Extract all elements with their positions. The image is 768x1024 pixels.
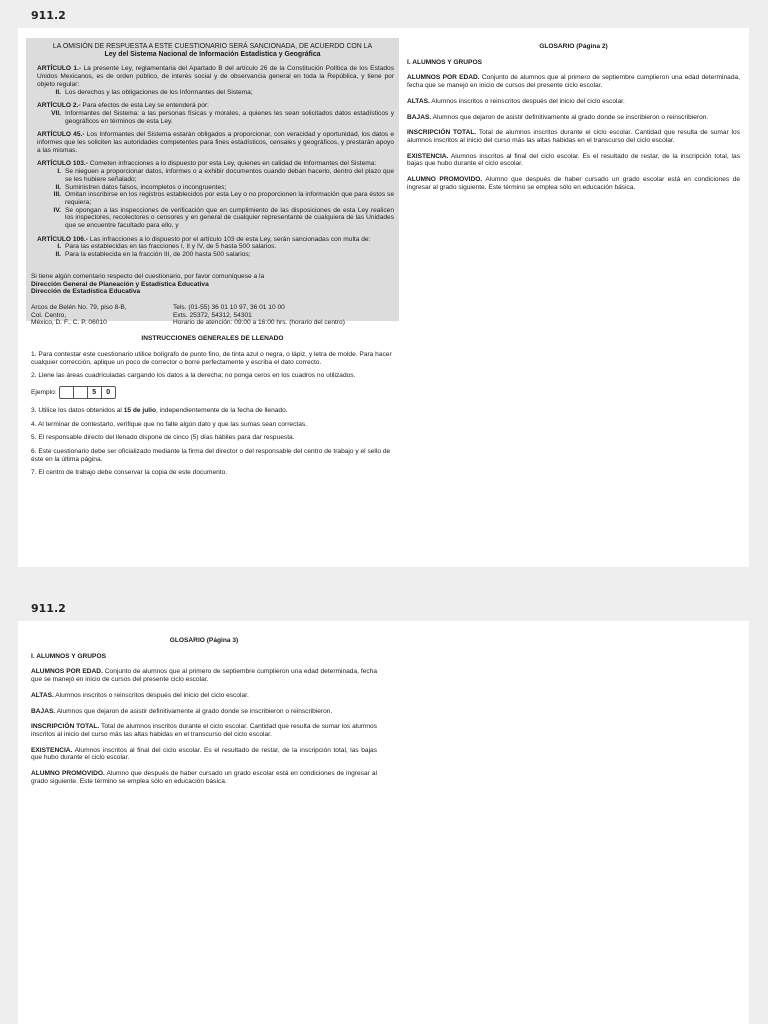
glossary-term: BAJAS. <box>31 707 56 715</box>
item-text: Para la establecida en la fracción III, de 200 hasta 500 salarios; <box>65 251 251 259</box>
article-title: ARTÍCULO 2.- <box>37 102 81 110</box>
item-number: I. <box>57 243 61 251</box>
glossary-entry <box>31 668 377 683</box>
contact-intro: Si tiene algún comentario respecto del cuestionario, por favor comuníquese a la <box>31 272 265 280</box>
glossary-entry <box>407 129 740 144</box>
item-text: Informantes del Sistema: a las personas físicas y morales, a quienes les sean solicitados datos estadísticos y geográficos en términos de esta Ley. <box>65 109 394 125</box>
glossary-entry <box>407 153 740 168</box>
glossary-entry <box>31 770 377 785</box>
instructions-list <box>31 351 394 477</box>
glossary-term: INSCRIPCIÓN TOTAL. <box>31 723 100 731</box>
glossary-page-2 <box>407 43 740 199</box>
glossary-section: I. ALUMNOS Y GRUPOS <box>407 58 482 66</box>
article-item <box>31 207 394 230</box>
articles-list <box>31 65 394 258</box>
glossary-definition: Total de alumnos inscritos durante el ciclo escolar. Cantidad que resulta de sumar los alumnos inscritos al inicio del curso más las altas habidas en el transcurso del ciclo escolar. <box>407 129 740 144</box>
article-item <box>31 251 394 259</box>
article-item <box>31 243 394 251</box>
glossary-entry <box>407 74 740 89</box>
glossary-definition: Alumnos inscritos al final del ciclo escolar. Es el resultado de restar, de la inscripción total, las bajas que hubo durante el ciclo escolar. <box>407 152 740 168</box>
item-number: IV. <box>53 206 61 214</box>
instruction-item: 6. Este cuestionario debe ser oficializado mediante la firma del director o del responsable del centro de trabajo y el sello de éste en la última página. <box>31 448 391 463</box>
instruction-item: 2. Llene las áreas cuadriculadas cargando los datos a la derecha; no ponga ceros en los cuadros no utilizados. <box>31 372 356 380</box>
glossary-term: ALUMNO PROMOVIDO. <box>407 176 483 184</box>
phone-line: Exts. 25372, 54312, 54301 <box>173 311 252 319</box>
glossary-entry <box>31 723 377 738</box>
item-text: Se nieguen a proporcionar datos, informes o a exhibir documentos cuando deban hacerlo, dentro del plazo que se les hubiere señalado; <box>65 168 394 183</box>
notice-line-2: Ley del Sistema Nacional de Información Estadística y Geográfica <box>104 50 321 58</box>
address-line: México, D. F., C. P. 06010 <box>31 319 107 327</box>
glossary-term: ALUMNOS POR EDAD. <box>407 74 480 82</box>
digit-box <box>60 387 74 398</box>
glossary-entry <box>31 708 377 716</box>
digit-box: 5 <box>88 387 102 398</box>
article-item <box>31 89 394 97</box>
article-block <box>31 160 394 229</box>
article-text: Para efectos de esta Ley se entenderá por: <box>80 102 209 110</box>
glossary-entry <box>407 98 740 106</box>
instructions-title: INSTRUCCIONES GENERALES DE LLENADO <box>141 335 284 343</box>
item-number: II. <box>55 183 61 191</box>
instruction-item: 7. El centro de trabajo debe conservar la copia de este documento. <box>31 469 228 477</box>
glossary-section: I. ALUMNOS Y GRUPOS <box>31 652 106 660</box>
glossary-title: GLOSARIO (Página 2) <box>539 43 608 50</box>
glossary-definition: Alumno que después de haber cursado un grado escolar está en condiciones de ingresar al grado siguiente. Este término se emplea sólo en educación básica. <box>407 176 740 191</box>
glossary-terms <box>407 74 740 191</box>
article-item <box>31 168 394 183</box>
item-text: Se opongan a las inspecciones de verificación que en cumplimiento de las disposiciones de esta Ley realicen los inspectores, recolectores o censores y en general de cualquier representante de cualquiera de las Unidades que se encuentre facultado para ello, y <box>65 206 394 230</box>
glossary-entry <box>407 176 740 191</box>
article-item <box>31 184 394 192</box>
glossary-definition: Conjunto de alumnos que al primero de septiembre cumplieron una edad determinada, fecha que se manejó en inicio de cursos del presente ciclo escolar. <box>407 74 740 90</box>
glossary-term: ALTAS. <box>31 691 54 699</box>
notice-line-1: LA OMISIÓN DE RESPUESTA A ESTE CUESTIONARIO SERÁ SANCIONADA, DE ACUERDO CON LA <box>52 43 373 50</box>
phone-line: Horario de atención: 09:00 a 16:00 hrs. (horario del centro) <box>173 319 345 327</box>
left-column <box>31 43 394 483</box>
glossary-title: GLOSARIO (Página 3) <box>169 637 239 644</box>
contact-details <box>31 304 394 327</box>
glossary-term: ALTAS. <box>407 97 430 105</box>
item-text: Omitan inscribirse en los registros establecidos por esta Ley o no proporcionen la información que para éstos se requiera; <box>65 191 394 206</box>
article-title: ARTÍCULO 1.- <box>37 65 82 73</box>
item-text: Suministren datos falsos, incompletos o incongruentes; <box>65 183 227 191</box>
article-block <box>31 131 394 154</box>
item-number: II. <box>55 251 61 259</box>
instruction-item: 4. Al terminar de contestarlo, verifique que no falte algún dato y que las sumas sean correctas. <box>31 420 307 428</box>
article-item <box>31 191 394 206</box>
contact-org-2: Dirección de Estadística Educativa <box>31 288 141 296</box>
phone-line: Tels. (01-55) 36 01 10 97, 36 01 10 00 <box>173 303 285 311</box>
instruction-item: 1. Para contestar este cuestionario utilice bolígrafo de punto fino, de tinta azul o negra, o lápiz, y letra de molde. Para hacer cualquier corrección, aplique un poco de corrector o borre perfectamente y escriba el dato correcto. <box>31 350 392 366</box>
article-title: ARTÍCULO 45.- <box>37 131 85 139</box>
digit-box: 0 <box>106 388 111 396</box>
document-code-label: 911.2 <box>31 9 66 22</box>
glossary-definition: Alumnos que dejaron de asistir definitivamente al grado donde se inscribieron o reinscribieron. <box>431 113 709 121</box>
glossary-definition: Alumnos inscritos o reinscritos después del inicio del ciclo escolar. <box>429 97 625 105</box>
glossary-entry <box>31 692 377 700</box>
article-item <box>31 110 394 125</box>
glossary-term: INSCRIPCIÓN TOTAL. <box>407 129 477 137</box>
example-digit-boxes <box>59 386 116 399</box>
article-text: La presente Ley, reglamentaria del Apartado B del artículo 26 de la Constitución Política de los Estados Unidos Mexicanos, es de orden público, de interés social y de observancia general en toda la República, y tiene por objeto regular: <box>37 65 395 88</box>
glossary-definition: Total de alumnos inscritos durante el ciclo escolar. Cantidad que resulta de sumar los alumnos inscritos al inicio del curso más las altas habidas en el transcurso del ciclo escolar. <box>31 723 377 738</box>
glossary-definition: Alumnos inscritos o reinscritos después del inicio del ciclo escolar. <box>53 691 249 699</box>
example-row <box>31 386 394 399</box>
glossary-term: ALUMNO PROMOVIDO. <box>31 770 105 778</box>
glossary-definition: Conjunto de alumnos que al primero de septiembre cumplieron una edad determinada, fecha que se manejó en inicio de cursos del presente ciclo escolar. <box>31 668 377 684</box>
form-page-2 <box>18 621 749 1024</box>
address-line: Arcos de Belén No. 79, piso 8-B, <box>31 303 127 311</box>
instruction-item: 3. Utilice los datos obtenidos al 15 de julio, independientemente de la fecha de llenado. <box>31 406 288 414</box>
glossary-entry <box>407 114 740 122</box>
digit-box <box>74 387 88 398</box>
glossary-term: ALUMNOS POR EDAD. <box>31 668 103 676</box>
form-page-1 <box>18 28 749 567</box>
article-block <box>31 236 394 259</box>
article-text: Los Informantes del Sistema estarán obligados a proporcionar, con veracidad y oportunidad, los datos e informes que les soliciten las autoridades competentes para fines estadísticos, censales y geográficos, y prestarán apoyo a las mismas. <box>37 131 395 154</box>
glossary-definition: Alumno que después de haber cursado un grado escolar está en condiciones de ingresar al grado siguiente. Este término se emplea sólo en educación básica. <box>31 770 377 785</box>
article-block <box>31 65 394 96</box>
item-text: Para las establecidas en las fracciones I, II y IV, de 5 hasta 500 salarios. <box>65 243 277 251</box>
glossary-terms <box>31 668 377 785</box>
item-text: Los derechos y las obligaciones de los Informantes del Sistema; <box>65 88 253 96</box>
glossary-term: BAJAS. <box>407 113 432 121</box>
item-number: VII. <box>51 109 61 117</box>
article-title: ARTÍCULO 103.- <box>37 160 88 168</box>
contact-org-1: Dirección General de Planeación y Estadística Educativa <box>31 280 209 288</box>
item-number: III. <box>53 191 61 199</box>
glossary-page-3 <box>31 637 377 793</box>
item-number: I. <box>57 168 61 176</box>
glossary-term: EXISTENCIA. <box>407 152 449 160</box>
glossary-term: EXISTENCIA. <box>31 746 73 754</box>
instruction-item: 5. El responsable directo del llenado dispone de cinco (5) días hábiles para dar respuesta. <box>31 434 295 442</box>
article-title: ARTÍCULO 106.- <box>37 235 88 243</box>
glossary-definition: Alumnos inscritos al final del ciclo escolar. Es el resultado de restar, de la inscripción total, las bajas que hubo durante el ciclo escolar. <box>31 746 377 762</box>
example-label: Ejemplo: <box>31 388 57 396</box>
item-number: II. <box>55 88 61 96</box>
glossary-entry <box>31 747 377 762</box>
address-line: Col. Centro, <box>31 311 67 319</box>
article-text: Cometen infracciones a lo dispuesto por esta Ley, quienes en calidad de Informantes del Sistema: <box>87 160 377 168</box>
article-block <box>31 102 394 125</box>
document-code-label: 911.2 <box>31 602 66 615</box>
article-text: Las infracciones a lo dispuesto por el artículo 103 de esta Ley, serán sancionadas con multa de: <box>87 235 371 243</box>
glossary-definition: Alumnos que dejaron de asistir definitivamente al grado donde se inscribieron o reinscribieron. <box>55 707 333 715</box>
